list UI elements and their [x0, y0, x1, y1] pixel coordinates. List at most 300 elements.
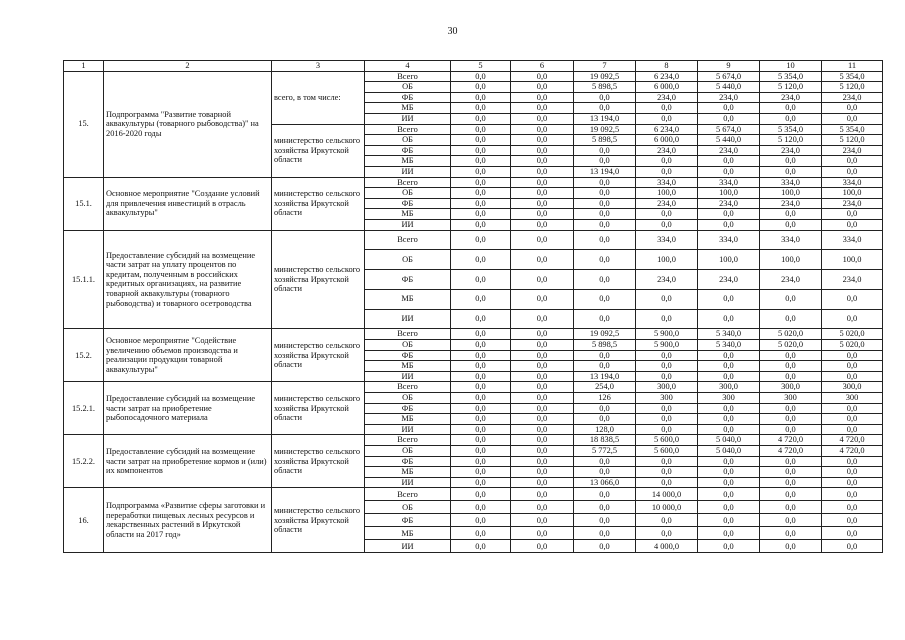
amount-cell: 0,0 [511, 156, 574, 167]
amount-cell: 100,0 [760, 250, 822, 270]
amount-cell: 0,0 [451, 219, 511, 230]
funding-source: ИИ [365, 477, 451, 488]
item-code: 16. [64, 488, 104, 553]
amount-cell: 0,0 [574, 177, 636, 188]
amount-cell: 0,0 [511, 270, 574, 290]
amount-cell: 0,0 [822, 501, 883, 514]
funding-source: Всего [365, 382, 451, 393]
amount-cell: 0,0 [760, 467, 822, 478]
amount-cell: 234,0 [698, 92, 760, 103]
amount-cell: 300 [698, 393, 760, 404]
funding-source: ОБ [365, 446, 451, 457]
amount-cell: 0,0 [822, 527, 883, 540]
amount-cell: 0,0 [822, 156, 883, 167]
column-number: 7 [574, 61, 636, 72]
amount-cell: 0,0 [511, 198, 574, 209]
amount-cell: 0,0 [451, 145, 511, 156]
amount-cell: 0,0 [451, 82, 511, 93]
funding-source: Всего [365, 329, 451, 340]
amount-cell: 5 040,0 [698, 446, 760, 457]
amount-cell: 5 340,0 [698, 329, 760, 340]
amount-cell: 0,0 [451, 350, 511, 361]
amount-cell: 234,0 [760, 145, 822, 156]
budget-table-body [64, 61, 883, 553]
amount-cell: 13 194,0 [574, 113, 636, 124]
amount-cell: 234,0 [698, 198, 760, 209]
column-number: 6 [511, 61, 574, 72]
amount-cell: 0,0 [698, 414, 760, 425]
item-name: Основное мероприятие "Создание условий для привлечения инвестиций в отрасль аквакультуры" [104, 177, 272, 230]
item-code: 15.1. [64, 177, 104, 230]
amount-cell: 0,0 [511, 230, 574, 250]
page-number: 30 [447, 26, 458, 37]
amount-cell: 300,0 [636, 382, 698, 393]
amount-cell: 0,0 [760, 166, 822, 177]
amount-cell: 100,0 [822, 188, 883, 199]
amount-cell: 0,0 [511, 92, 574, 103]
item-code: 15.2.1. [64, 382, 104, 435]
amount-cell: 0,0 [511, 540, 574, 553]
amount-cell: 0,0 [511, 477, 574, 488]
amount-cell: 0,0 [511, 424, 574, 435]
amount-cell: 234,0 [698, 145, 760, 156]
amount-cell: 0,0 [698, 514, 760, 527]
amount-cell: 0,0 [636, 166, 698, 177]
amount-cell: 0,0 [451, 393, 511, 404]
amount-cell: 0,0 [511, 435, 574, 446]
amount-cell: 0,0 [760, 156, 822, 167]
funding-source: ИИ [365, 113, 451, 124]
amount-cell: 0,0 [760, 527, 822, 540]
amount-cell: 0,0 [760, 289, 822, 309]
amount-cell: 0,0 [574, 156, 636, 167]
amount-cell: 0,0 [698, 371, 760, 382]
amount-cell: 0,0 [511, 329, 574, 340]
amount-cell: 0,0 [511, 456, 574, 467]
amount-cell: 5 440,0 [698, 82, 760, 93]
amount-cell: 5 120,0 [760, 135, 822, 146]
item-name: Предоставление субсидий на возмещение части затрат на приобретение кормов и (или) их компонентов [104, 435, 272, 488]
executor: министерство сельского хозяйства Иркутской области [272, 488, 365, 553]
amount-cell: 0,0 [698, 403, 760, 414]
amount-cell: 0,0 [511, 166, 574, 177]
amount-cell: 0,0 [451, 382, 511, 393]
executor: министерство сельского хозяйства Иркутской области [272, 329, 365, 382]
amount-cell: 0,0 [451, 92, 511, 103]
amount-cell: 0,0 [822, 414, 883, 425]
column-number: 2 [104, 61, 272, 72]
amount-cell: 0,0 [636, 414, 698, 425]
amount-cell: 0,0 [511, 113, 574, 124]
amount-cell: 5 772,5 [574, 446, 636, 457]
amount-cell: 128,0 [574, 424, 636, 435]
amount-cell: 300 [822, 393, 883, 404]
column-number: 5 [451, 61, 511, 72]
amount-cell: 0,0 [574, 403, 636, 414]
amount-cell: 0,0 [822, 371, 883, 382]
amount-cell: 0,0 [636, 456, 698, 467]
amount-cell: 100,0 [636, 250, 698, 270]
item-name: Основное мероприятие "Содействие увеличению объемов производства и реализации продукции товарной аквакультуры" [104, 329, 272, 382]
amount-cell: 0,0 [451, 501, 511, 514]
table-row [64, 71, 883, 82]
amount-cell: 0,0 [511, 289, 574, 309]
amount-cell: 0,0 [451, 371, 511, 382]
table-row [64, 435, 883, 446]
amount-cell: 0,0 [574, 414, 636, 425]
amount-cell: 4 720,0 [760, 446, 822, 457]
amount-cell: 0,0 [760, 371, 822, 382]
amount-cell: 0,0 [511, 501, 574, 514]
amount-cell: 0,0 [451, 230, 511, 250]
amount-cell: 0,0 [698, 361, 760, 372]
amount-cell: 0,0 [574, 92, 636, 103]
amount-cell: 334,0 [760, 177, 822, 188]
funding-source: ОБ [365, 393, 451, 404]
amount-cell: 334,0 [822, 177, 883, 188]
amount-cell: 5 898,5 [574, 340, 636, 351]
item-name: Предоставление субсидий на возмещение части затрат на приобретение рыбопосадочного материала [104, 382, 272, 435]
amount-cell: 0,0 [822, 113, 883, 124]
amount-cell: 0,0 [511, 82, 574, 93]
amount-cell: 0,0 [636, 477, 698, 488]
amount-cell: 0,0 [574, 467, 636, 478]
amount-cell: 0,0 [511, 145, 574, 156]
amount-cell: 234,0 [698, 270, 760, 290]
amount-cell: 0,0 [760, 403, 822, 414]
amount-cell: 5 900,0 [636, 329, 698, 340]
amount-cell: 0,0 [451, 540, 511, 553]
amount-cell: 0,0 [511, 71, 574, 82]
amount-cell: 0,0 [451, 135, 511, 146]
amount-cell: 300,0 [760, 382, 822, 393]
amount-cell: 0,0 [451, 103, 511, 114]
funding-source: ИИ [365, 219, 451, 230]
amount-cell: 10 000,0 [636, 501, 698, 514]
amount-cell: 0,0 [451, 71, 511, 82]
amount-cell: 0,0 [451, 514, 511, 527]
amount-cell: 0,0 [511, 361, 574, 372]
amount-cell: 0,0 [511, 371, 574, 382]
amount-cell: 0,0 [574, 250, 636, 270]
item-code: 15. [64, 71, 104, 177]
amount-cell: 0,0 [822, 456, 883, 467]
amount-cell: 0,0 [636, 424, 698, 435]
amount-cell: 6 000,0 [636, 82, 698, 93]
amount-cell: 234,0 [760, 92, 822, 103]
amount-cell: 0,0 [574, 103, 636, 114]
amount-cell: 5 900,0 [636, 340, 698, 351]
executor: министерство сельского хозяйства Иркутской области [272, 124, 365, 177]
funding-source: ФБ [365, 350, 451, 361]
funding-source: ФБ [365, 514, 451, 527]
funding-source: Всего [365, 177, 451, 188]
executor: министерство сельского хозяйства Иркутской области [272, 177, 365, 230]
column-number: 1 [64, 61, 104, 72]
table-row [64, 329, 883, 340]
amount-cell: 0,0 [698, 540, 760, 553]
amount-cell: 18 838,5 [574, 435, 636, 446]
amount-cell: 0,0 [511, 382, 574, 393]
amount-cell: 13 194,0 [574, 371, 636, 382]
amount-cell: 0,0 [760, 540, 822, 553]
amount-cell: 0,0 [451, 467, 511, 478]
amount-cell: 6 234,0 [636, 71, 698, 82]
amount-cell: 0,0 [760, 209, 822, 220]
amount-cell: 234,0 [822, 270, 883, 290]
amount-cell: 0,0 [574, 230, 636, 250]
amount-cell: 0,0 [511, 250, 574, 270]
amount-cell: 0,0 [451, 250, 511, 270]
funding-source: ОБ [365, 501, 451, 514]
amount-cell: 0,0 [574, 209, 636, 220]
amount-cell: 0,0 [698, 350, 760, 361]
amount-cell: 234,0 [822, 145, 883, 156]
table-row [64, 488, 883, 501]
amount-cell: 0,0 [822, 103, 883, 114]
funding-source: ИИ [365, 371, 451, 382]
amount-cell: 0,0 [822, 467, 883, 478]
executor: министерство сельского хозяйства Иркутской области [272, 382, 365, 435]
amount-cell: 0,0 [760, 361, 822, 372]
amount-cell: 0,0 [760, 514, 822, 527]
amount-cell: 0,0 [636, 467, 698, 478]
amount-cell: 0,0 [451, 289, 511, 309]
funding-source: ОБ [365, 188, 451, 199]
amount-cell: 0,0 [451, 435, 511, 446]
amount-cell: 334,0 [698, 230, 760, 250]
amount-cell: 0,0 [574, 270, 636, 290]
funding-source: ОБ [365, 82, 451, 93]
amount-cell: 0,0 [511, 309, 574, 329]
amount-cell: 0,0 [574, 514, 636, 527]
amount-cell: 0,0 [511, 514, 574, 527]
amount-cell: 300 [760, 393, 822, 404]
amount-cell: 0,0 [636, 403, 698, 414]
amount-cell: 100,0 [760, 188, 822, 199]
amount-cell: 5 020,0 [822, 340, 883, 351]
amount-cell: 0,0 [511, 124, 574, 135]
amount-cell: 0,0 [574, 219, 636, 230]
amount-cell: 334,0 [822, 230, 883, 250]
amount-cell: 0,0 [698, 156, 760, 167]
amount-cell: 0,0 [574, 361, 636, 372]
amount-cell: 234,0 [636, 145, 698, 156]
executor: министерство сельского хозяйства Иркутской области [272, 435, 365, 488]
funding-source: Всего [365, 71, 451, 82]
amount-cell: 0,0 [511, 446, 574, 457]
amount-cell: 0,0 [698, 113, 760, 124]
amount-cell: 0,0 [698, 467, 760, 478]
funding-source: ФБ [365, 270, 451, 290]
amount-cell: 0,0 [451, 414, 511, 425]
amount-cell: 0,0 [451, 198, 511, 209]
amount-cell: 5 354,0 [822, 124, 883, 135]
amount-cell: 0,0 [822, 403, 883, 414]
amount-cell: 5 354,0 [760, 124, 822, 135]
amount-cell: 300 [636, 393, 698, 404]
amount-cell: 14 000,0 [636, 488, 698, 501]
amount-cell: 5 898,5 [574, 82, 636, 93]
amount-cell: 234,0 [636, 92, 698, 103]
amount-cell: 0,0 [451, 477, 511, 488]
amount-cell: 0,0 [822, 289, 883, 309]
amount-cell: 5 340,0 [698, 340, 760, 351]
funding-source: ФБ [365, 92, 451, 103]
item-code: 15.2. [64, 329, 104, 382]
amount-cell: 0,0 [760, 488, 822, 501]
amount-cell: 234,0 [760, 198, 822, 209]
column-number: 3 [272, 61, 365, 72]
amount-cell: 0,0 [451, 156, 511, 167]
amount-cell: 100,0 [822, 250, 883, 270]
amount-cell: 0,0 [636, 361, 698, 372]
amount-cell: 0,0 [511, 103, 574, 114]
amount-cell: 100,0 [636, 188, 698, 199]
amount-cell: 0,0 [698, 501, 760, 514]
amount-cell: 0,0 [822, 309, 883, 329]
amount-cell: 5 040,0 [698, 435, 760, 446]
amount-cell: 4 000,0 [636, 540, 698, 553]
item-code: 15.1.1. [64, 230, 104, 329]
amount-cell: 0,0 [760, 309, 822, 329]
amount-cell: 13 066,0 [574, 477, 636, 488]
amount-cell: 0,0 [574, 501, 636, 514]
amount-cell: 5 020,0 [822, 329, 883, 340]
funding-source: ФБ [365, 145, 451, 156]
amount-cell: 0,0 [511, 135, 574, 146]
amount-cell: 0,0 [451, 166, 511, 177]
amount-cell: 0,0 [698, 424, 760, 435]
amount-cell: 4 720,0 [822, 435, 883, 446]
amount-cell: 0,0 [511, 350, 574, 361]
table-row [64, 382, 883, 393]
amount-cell: 0,0 [451, 209, 511, 220]
amount-cell: 0,0 [760, 113, 822, 124]
amount-cell: 4 720,0 [822, 446, 883, 457]
amount-cell: 5 354,0 [760, 71, 822, 82]
amount-cell: 5 600,0 [636, 435, 698, 446]
amount-cell: 0,0 [451, 270, 511, 290]
amount-cell: 6 234,0 [636, 124, 698, 135]
amount-cell: 0,0 [511, 209, 574, 220]
amount-cell: 0,0 [760, 103, 822, 114]
column-number: 8 [636, 61, 698, 72]
column-number: 10 [760, 61, 822, 72]
funding-source: МБ [365, 209, 451, 220]
funding-source: ИИ [365, 540, 451, 553]
amount-cell: 0,0 [760, 219, 822, 230]
amount-cell: 0,0 [760, 350, 822, 361]
amount-cell: 0,0 [451, 113, 511, 124]
amount-cell: 0,0 [511, 219, 574, 230]
amount-cell: 0,0 [574, 456, 636, 467]
amount-cell: 0,0 [451, 403, 511, 414]
funding-source: МБ [365, 156, 451, 167]
funding-source: Всего [365, 230, 451, 250]
funding-source: МБ [365, 361, 451, 372]
amount-cell: 0,0 [822, 540, 883, 553]
item-name: Подпрограмма "Развитие товарной аквакультуры (товарного рыбоводства)" на 2016-2020 годы [104, 71, 272, 177]
column-number: 11 [822, 61, 883, 72]
amount-cell: 0,0 [451, 124, 511, 135]
item-name: Предоставление субсидий на возмещение части затрат на уплату процентов по кредитам, полученным в российских кредитных организациях, на развитие товарной аквакультуры (товарного рыбоводства) и товарного осетроводства [104, 230, 272, 329]
amount-cell: 334,0 [698, 177, 760, 188]
column-number: 9 [698, 61, 760, 72]
item-code: 15.2.2. [64, 435, 104, 488]
funding-source: ОБ [365, 250, 451, 270]
amount-cell: 0,0 [574, 527, 636, 540]
funding-source: ИИ [365, 309, 451, 329]
amount-cell: 0,0 [511, 467, 574, 478]
funding-source: ИИ [365, 424, 451, 435]
amount-cell: 0,0 [760, 477, 822, 488]
amount-cell: 0,0 [511, 403, 574, 414]
amount-cell: 126 [574, 393, 636, 404]
column-number-row [64, 61, 883, 72]
amount-cell: 0,0 [511, 393, 574, 404]
item-name: Подпрограмма «Развитие сферы заготовки и переработки пищевых лесных ресурсов и лекарственных растений в Иркутской области на 2017 год» [104, 488, 272, 553]
amount-cell: 5 120,0 [822, 82, 883, 93]
amount-cell: 19 092,5 [574, 124, 636, 135]
amount-cell: 6 000,0 [636, 135, 698, 146]
amount-cell: 0,0 [574, 309, 636, 329]
funding-source: ФБ [365, 403, 451, 414]
amount-cell: 0,0 [698, 527, 760, 540]
amount-cell: 5 600,0 [636, 446, 698, 457]
amount-cell: 0,0 [760, 424, 822, 435]
amount-cell: 5 674,0 [698, 71, 760, 82]
amount-cell: 100,0 [698, 250, 760, 270]
amount-cell: 0,0 [574, 289, 636, 309]
amount-cell: 0,0 [760, 414, 822, 425]
amount-cell: 0,0 [451, 424, 511, 435]
amount-cell: 234,0 [760, 270, 822, 290]
funding-source: Всего [365, 124, 451, 135]
amount-cell: 0,0 [822, 166, 883, 177]
amount-cell: 0,0 [511, 488, 574, 501]
amount-cell: 0,0 [698, 456, 760, 467]
amount-cell: 0,0 [511, 414, 574, 425]
amount-cell: 5 440,0 [698, 135, 760, 146]
executor: всего, в том числе: [272, 71, 365, 124]
amount-cell: 5 120,0 [760, 82, 822, 93]
amount-cell: 0,0 [822, 209, 883, 220]
amount-cell: 0,0 [636, 219, 698, 230]
amount-cell: 0,0 [511, 188, 574, 199]
amount-cell: 0,0 [636, 103, 698, 114]
amount-cell: 5 674,0 [698, 124, 760, 135]
amount-cell: 0,0 [698, 209, 760, 220]
amount-cell: 0,0 [760, 501, 822, 514]
amount-cell: 0,0 [698, 289, 760, 309]
amount-cell: 234,0 [636, 270, 698, 290]
amount-cell: 0,0 [636, 209, 698, 220]
amount-cell: 5 898,5 [574, 135, 636, 146]
amount-cell: 19 092,5 [574, 71, 636, 82]
amount-cell: 5 020,0 [760, 329, 822, 340]
amount-cell: 0,0 [822, 488, 883, 501]
amount-cell: 0,0 [574, 488, 636, 501]
funding-source: ОБ [365, 135, 451, 146]
amount-cell: 0,0 [822, 350, 883, 361]
amount-cell: 234,0 [636, 198, 698, 209]
amount-cell: 0,0 [698, 103, 760, 114]
amount-cell: 100,0 [698, 188, 760, 199]
amount-cell: 334,0 [636, 230, 698, 250]
executor: министерство сельского хозяйства Иркутской области [272, 230, 365, 329]
amount-cell: 0,0 [451, 361, 511, 372]
